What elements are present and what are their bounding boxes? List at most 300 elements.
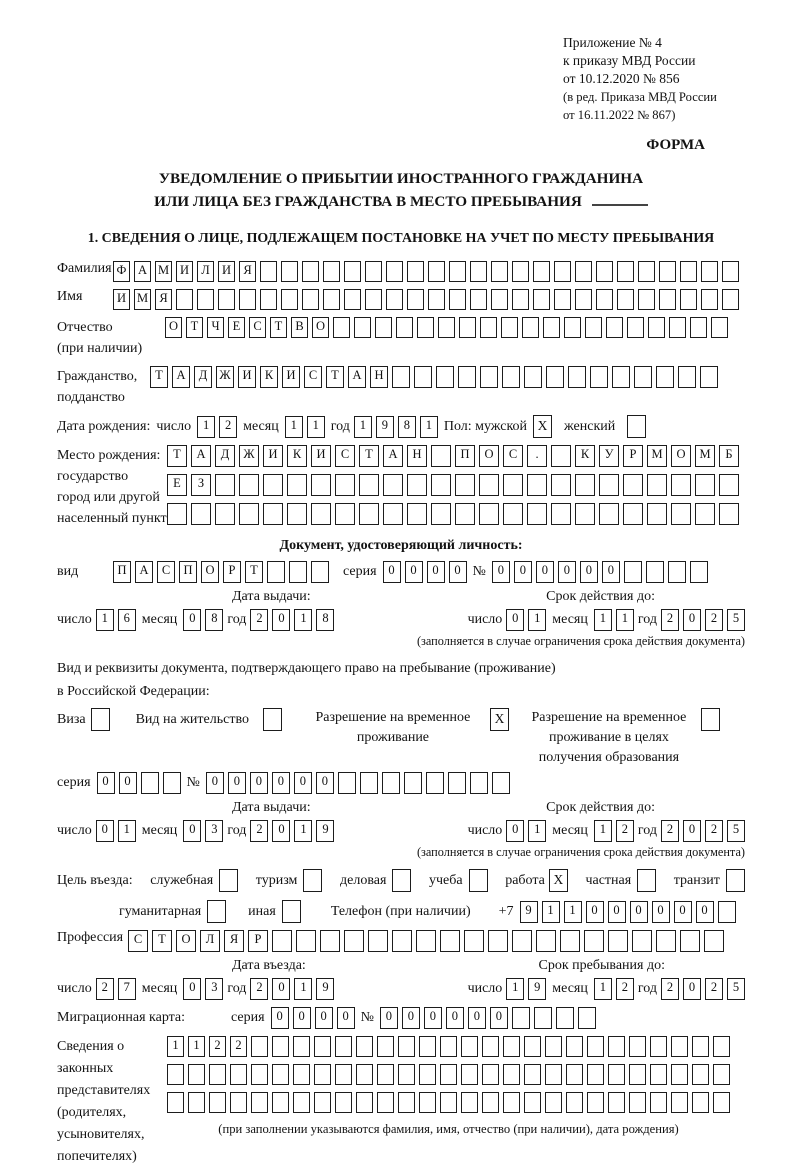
- char-box[interactable]: [218, 289, 235, 310]
- char-box[interactable]: [656, 930, 676, 952]
- char-box[interactable]: 1: [616, 609, 634, 631]
- char-box[interactable]: [648, 317, 665, 338]
- char-box[interactable]: [272, 1092, 289, 1113]
- char-box[interactable]: [587, 1036, 604, 1057]
- char-box[interactable]: О: [201, 561, 219, 583]
- char-box[interactable]: [608, 1064, 625, 1085]
- char-box[interactable]: [587, 1064, 604, 1085]
- char-box[interactable]: 2: [705, 609, 723, 631]
- char-box[interactable]: [440, 1064, 457, 1085]
- char-box[interactable]: [251, 1092, 268, 1113]
- char-box[interactable]: Н: [407, 445, 427, 467]
- char-box[interactable]: [263, 503, 283, 525]
- char-box[interactable]: [419, 1092, 436, 1113]
- char-box[interactable]: [566, 1064, 583, 1085]
- char-box[interactable]: И: [176, 261, 193, 282]
- char-box[interactable]: 1: [188, 1036, 205, 1057]
- char-box[interactable]: [624, 561, 642, 583]
- char-box[interactable]: [701, 289, 718, 310]
- char-box[interactable]: 0: [490, 1007, 508, 1029]
- char-box[interactable]: [469, 869, 488, 892]
- char-box[interactable]: [356, 1064, 373, 1085]
- char-box[interactable]: [566, 1036, 583, 1057]
- char-box[interactable]: [281, 261, 298, 282]
- char-box[interactable]: А: [134, 261, 151, 282]
- char-box[interactable]: [386, 289, 403, 310]
- char-box[interactable]: 0: [683, 978, 701, 1000]
- char-box[interactable]: Р: [623, 445, 643, 467]
- char-box[interactable]: 2: [250, 820, 268, 842]
- char-box[interactable]: [303, 869, 322, 892]
- char-box[interactable]: [568, 366, 586, 388]
- char-box[interactable]: [260, 289, 277, 310]
- char-box[interactable]: 1: [542, 901, 560, 923]
- char-box[interactable]: [669, 317, 686, 338]
- char-box[interactable]: 0: [558, 561, 576, 583]
- char-box[interactable]: 2: [250, 609, 268, 631]
- char-box[interactable]: [335, 474, 355, 496]
- char-box[interactable]: 0: [294, 772, 312, 794]
- char-box[interactable]: 0: [228, 772, 246, 794]
- char-box[interactable]: [344, 930, 364, 952]
- char-box[interactable]: 0: [630, 901, 648, 923]
- char-box[interactable]: 7: [118, 978, 136, 1000]
- char-box[interactable]: [207, 900, 226, 923]
- char-box[interactable]: [392, 930, 412, 952]
- char-box[interactable]: 0: [402, 1007, 420, 1029]
- char-box[interactable]: [545, 1036, 562, 1057]
- char-box[interactable]: Ж: [239, 445, 259, 467]
- char-box[interactable]: [323, 261, 340, 282]
- char-box[interactable]: 0: [272, 609, 290, 631]
- char-box[interactable]: [448, 772, 466, 794]
- char-box[interactable]: К: [575, 445, 595, 467]
- char-box[interactable]: И: [238, 366, 256, 388]
- char-box[interactable]: [335, 1036, 352, 1057]
- char-box[interactable]: [407, 289, 424, 310]
- char-box[interactable]: [407, 261, 424, 282]
- char-box[interactable]: А: [348, 366, 366, 388]
- char-box[interactable]: И: [311, 445, 331, 467]
- char-box[interactable]: [377, 1064, 394, 1085]
- char-box[interactable]: 0: [683, 820, 701, 842]
- char-box[interactable]: [404, 772, 422, 794]
- char-box[interactable]: [524, 1036, 541, 1057]
- char-box[interactable]: [417, 317, 434, 338]
- char-box[interactable]: 1: [420, 416, 438, 438]
- char-box[interactable]: [464, 930, 484, 952]
- char-box[interactable]: [502, 366, 520, 388]
- char-box[interactable]: 1: [118, 820, 136, 842]
- char-box[interactable]: .: [527, 445, 547, 467]
- char-box[interactable]: [527, 474, 547, 496]
- char-box[interactable]: [503, 1036, 520, 1057]
- char-box[interactable]: И: [263, 445, 283, 467]
- char-box[interactable]: Н: [370, 366, 388, 388]
- char-box[interactable]: П: [179, 561, 197, 583]
- char-box[interactable]: [263, 708, 282, 731]
- char-box[interactable]: [470, 261, 487, 282]
- char-box[interactable]: [239, 474, 259, 496]
- char-box[interactable]: [398, 1092, 415, 1113]
- char-box[interactable]: [356, 1036, 373, 1057]
- char-box[interactable]: [692, 1036, 709, 1057]
- char-box[interactable]: [260, 261, 277, 282]
- char-box[interactable]: [671, 1064, 688, 1085]
- char-box[interactable]: [718, 901, 736, 923]
- char-box[interactable]: [534, 1007, 552, 1029]
- char-box[interactable]: [293, 1064, 310, 1085]
- char-box[interactable]: 0: [380, 1007, 398, 1029]
- char-box[interactable]: [359, 474, 379, 496]
- char-box[interactable]: [599, 503, 619, 525]
- char-box[interactable]: [215, 474, 235, 496]
- char-box[interactable]: 0: [316, 772, 334, 794]
- char-box[interactable]: [302, 261, 319, 282]
- char-box[interactable]: Р: [248, 930, 268, 952]
- char-box[interactable]: [470, 772, 488, 794]
- char-box[interactable]: [659, 261, 676, 282]
- char-box[interactable]: Т: [326, 366, 344, 388]
- char-box[interactable]: [414, 366, 432, 388]
- char-box[interactable]: [314, 1092, 331, 1113]
- char-box[interactable]: Т: [150, 366, 168, 388]
- char-box[interactable]: Е: [228, 317, 245, 338]
- char-box[interactable]: [551, 445, 571, 467]
- char-box[interactable]: [722, 289, 739, 310]
- char-box[interactable]: [503, 1064, 520, 1085]
- char-box[interactable]: [556, 1007, 574, 1029]
- char-box[interactable]: О: [312, 317, 329, 338]
- char-box[interactable]: [491, 289, 508, 310]
- char-box[interactable]: 0: [271, 1007, 289, 1029]
- char-box[interactable]: 3: [205, 978, 223, 1000]
- char-box[interactable]: [584, 930, 604, 952]
- char-box[interactable]: [512, 261, 529, 282]
- char-box[interactable]: [449, 289, 466, 310]
- char-box[interactable]: 0: [446, 1007, 464, 1029]
- char-box[interactable]: [293, 1036, 310, 1057]
- char-box[interactable]: [596, 289, 613, 310]
- char-box[interactable]: [251, 1064, 268, 1085]
- char-box[interactable]: [263, 474, 283, 496]
- char-box[interactable]: [536, 930, 556, 952]
- char-box[interactable]: [491, 261, 508, 282]
- char-box[interactable]: [596, 261, 613, 282]
- char-box[interactable]: 0: [514, 561, 532, 583]
- char-box[interactable]: [359, 503, 379, 525]
- char-box[interactable]: [323, 289, 340, 310]
- char-box[interactable]: 1: [528, 820, 546, 842]
- char-box[interactable]: 2: [219, 416, 237, 438]
- char-box[interactable]: 2: [96, 978, 114, 1000]
- char-box[interactable]: [398, 1036, 415, 1057]
- char-box[interactable]: [671, 1092, 688, 1113]
- char-box[interactable]: [608, 930, 628, 952]
- char-box[interactable]: [289, 561, 307, 583]
- char-box[interactable]: [209, 1092, 226, 1113]
- char-box[interactable]: [230, 1092, 247, 1113]
- char-box[interactable]: 1: [167, 1036, 184, 1057]
- char-box[interactable]: [704, 930, 724, 952]
- char-box[interactable]: [176, 289, 193, 310]
- char-box[interactable]: 1: [594, 609, 612, 631]
- char-box[interactable]: [167, 503, 187, 525]
- char-box[interactable]: [461, 1064, 478, 1085]
- char-box[interactable]: 1: [506, 978, 524, 1000]
- char-box[interactable]: [668, 561, 686, 583]
- char-box[interactable]: [431, 445, 451, 467]
- char-box[interactable]: 1: [307, 416, 325, 438]
- char-box[interactable]: 0: [97, 772, 115, 794]
- char-box[interactable]: [272, 930, 292, 952]
- char-box[interactable]: 0: [272, 978, 290, 1000]
- char-box[interactable]: [575, 503, 595, 525]
- char-box[interactable]: 9: [316, 820, 334, 842]
- char-box[interactable]: [701, 708, 720, 731]
- char-box[interactable]: [365, 261, 382, 282]
- char-box[interactable]: Я: [155, 289, 172, 310]
- char-box[interactable]: [671, 1036, 688, 1057]
- char-box[interactable]: [458, 366, 476, 388]
- char-box[interactable]: X: [490, 708, 509, 731]
- char-box[interactable]: И: [113, 289, 130, 310]
- char-box[interactable]: 0: [96, 820, 114, 842]
- char-box[interactable]: [455, 503, 475, 525]
- char-box[interactable]: [428, 289, 445, 310]
- char-box[interactable]: М: [155, 261, 172, 282]
- char-box[interactable]: [461, 1036, 478, 1057]
- char-box[interactable]: [671, 503, 691, 525]
- char-box[interactable]: 2: [661, 978, 679, 1000]
- char-box[interactable]: 2: [661, 609, 679, 631]
- char-box[interactable]: [608, 1092, 625, 1113]
- char-box[interactable]: [680, 289, 697, 310]
- char-box[interactable]: [627, 317, 644, 338]
- char-box[interactable]: [551, 503, 571, 525]
- char-box[interactable]: [647, 474, 667, 496]
- char-box[interactable]: 1: [294, 609, 312, 631]
- char-box[interactable]: А: [135, 561, 153, 583]
- char-box[interactable]: Т: [186, 317, 203, 338]
- char-box[interactable]: [282, 900, 301, 923]
- char-box[interactable]: [431, 503, 451, 525]
- char-box[interactable]: [647, 503, 667, 525]
- char-box[interactable]: Е: [167, 474, 187, 496]
- char-box[interactable]: 9: [528, 978, 546, 1000]
- char-box[interactable]: О: [165, 317, 182, 338]
- char-box[interactable]: [503, 474, 523, 496]
- char-box[interactable]: 1: [294, 978, 312, 1000]
- char-box[interactable]: 0: [315, 1007, 333, 1029]
- char-box[interactable]: С: [128, 930, 148, 952]
- char-box[interactable]: [141, 772, 159, 794]
- char-box[interactable]: [719, 474, 739, 496]
- char-box[interactable]: [575, 289, 592, 310]
- char-box[interactable]: [617, 289, 634, 310]
- char-box[interactable]: [512, 930, 532, 952]
- char-box[interactable]: 2: [209, 1036, 226, 1057]
- char-box[interactable]: [492, 772, 510, 794]
- char-box[interactable]: [163, 772, 181, 794]
- char-box[interactable]: И: [218, 261, 235, 282]
- char-box[interactable]: С: [249, 317, 266, 338]
- char-box[interactable]: [629, 1036, 646, 1057]
- char-box[interactable]: [287, 503, 307, 525]
- char-box[interactable]: [671, 474, 691, 496]
- char-box[interactable]: 2: [616, 820, 634, 842]
- char-box[interactable]: [564, 317, 581, 338]
- char-box[interactable]: [606, 317, 623, 338]
- char-box[interactable]: 5: [727, 978, 745, 1000]
- char-box[interactable]: [398, 1064, 415, 1085]
- char-box[interactable]: [440, 930, 460, 952]
- char-box[interactable]: И: [282, 366, 300, 388]
- char-box[interactable]: [191, 503, 211, 525]
- char-box[interactable]: [354, 317, 371, 338]
- char-box[interactable]: [512, 289, 529, 310]
- char-box[interactable]: [524, 366, 542, 388]
- char-box[interactable]: [375, 317, 392, 338]
- char-box[interactable]: [197, 289, 214, 310]
- char-box[interactable]: [701, 261, 718, 282]
- char-box[interactable]: [188, 1092, 205, 1113]
- char-box[interactable]: [382, 772, 400, 794]
- char-box[interactable]: [545, 1064, 562, 1085]
- char-box[interactable]: [599, 474, 619, 496]
- char-box[interactable]: 0: [506, 820, 524, 842]
- char-box[interactable]: Ф: [113, 261, 130, 282]
- char-box[interactable]: [560, 930, 580, 952]
- char-box[interactable]: [638, 261, 655, 282]
- char-box[interactable]: [711, 317, 728, 338]
- char-box[interactable]: [646, 561, 664, 583]
- char-box[interactable]: [650, 1036, 667, 1057]
- char-box[interactable]: [461, 1092, 478, 1113]
- char-box[interactable]: 0: [427, 561, 445, 583]
- char-box[interactable]: [695, 474, 715, 496]
- char-box[interactable]: П: [455, 445, 475, 467]
- char-box[interactable]: [91, 708, 110, 731]
- char-box[interactable]: [479, 503, 499, 525]
- char-box[interactable]: [296, 930, 316, 952]
- char-box[interactable]: [680, 930, 700, 952]
- char-box[interactable]: [554, 289, 571, 310]
- char-box[interactable]: 0: [250, 772, 268, 794]
- char-box[interactable]: [482, 1036, 499, 1057]
- char-box[interactable]: [335, 1092, 352, 1113]
- char-box[interactable]: [678, 366, 696, 388]
- char-box[interactable]: 0: [293, 1007, 311, 1029]
- char-box[interactable]: [690, 561, 708, 583]
- char-box[interactable]: 0: [449, 561, 467, 583]
- char-box[interactable]: [590, 366, 608, 388]
- char-box[interactable]: Т: [270, 317, 287, 338]
- char-box[interactable]: Р: [223, 561, 241, 583]
- char-box[interactable]: 0: [580, 561, 598, 583]
- char-box[interactable]: В: [291, 317, 308, 338]
- char-box[interactable]: Т: [167, 445, 187, 467]
- char-box[interactable]: [482, 1092, 499, 1113]
- char-box[interactable]: 0: [586, 901, 604, 923]
- char-box[interactable]: [512, 1007, 530, 1029]
- char-box[interactable]: М: [134, 289, 151, 310]
- char-box[interactable]: [713, 1092, 730, 1113]
- char-box[interactable]: [314, 1036, 331, 1057]
- char-box[interactable]: 0: [183, 609, 201, 631]
- char-box[interactable]: [311, 503, 331, 525]
- char-box[interactable]: 2: [705, 820, 723, 842]
- char-box[interactable]: X: [533, 415, 552, 438]
- char-box[interactable]: 2: [230, 1036, 247, 1057]
- char-box[interactable]: [634, 366, 652, 388]
- char-box[interactable]: [650, 1092, 667, 1113]
- char-box[interactable]: 8: [205, 609, 223, 631]
- char-box[interactable]: 0: [506, 609, 524, 631]
- char-box[interactable]: [440, 1092, 457, 1113]
- char-box[interactable]: 2: [661, 820, 679, 842]
- char-box[interactable]: [501, 317, 518, 338]
- char-box[interactable]: 2: [616, 978, 634, 1000]
- char-box[interactable]: 1: [564, 901, 582, 923]
- char-box[interactable]: 1: [285, 416, 303, 438]
- char-box[interactable]: [455, 474, 475, 496]
- char-box[interactable]: 0: [206, 772, 224, 794]
- char-box[interactable]: 2: [705, 978, 723, 1000]
- char-box[interactable]: [383, 503, 403, 525]
- char-box[interactable]: [287, 474, 307, 496]
- char-box[interactable]: [368, 930, 388, 952]
- char-box[interactable]: С: [503, 445, 523, 467]
- char-box[interactable]: [419, 1036, 436, 1057]
- char-box[interactable]: [713, 1064, 730, 1085]
- char-box[interactable]: [407, 503, 427, 525]
- char-box[interactable]: [239, 289, 256, 310]
- char-box[interactable]: [267, 561, 285, 583]
- char-box[interactable]: З: [191, 474, 211, 496]
- char-box[interactable]: [333, 317, 350, 338]
- char-box[interactable]: 2: [250, 978, 268, 1000]
- char-box[interactable]: [377, 1036, 394, 1057]
- char-box[interactable]: [314, 1064, 331, 1085]
- char-box[interactable]: 0: [492, 561, 510, 583]
- char-box[interactable]: [575, 474, 595, 496]
- char-box[interactable]: К: [287, 445, 307, 467]
- char-box[interactable]: X: [549, 869, 568, 892]
- char-box[interactable]: Ч: [207, 317, 224, 338]
- char-box[interactable]: А: [172, 366, 190, 388]
- char-box[interactable]: [503, 1092, 520, 1113]
- char-box[interactable]: [470, 289, 487, 310]
- char-box[interactable]: [335, 503, 355, 525]
- char-box[interactable]: [566, 1092, 583, 1113]
- char-box[interactable]: [436, 366, 454, 388]
- char-box[interactable]: 5: [727, 609, 745, 631]
- char-box[interactable]: Т: [152, 930, 172, 952]
- char-box[interactable]: [386, 261, 403, 282]
- char-box[interactable]: [482, 1064, 499, 1085]
- char-box[interactable]: [419, 1064, 436, 1085]
- char-box[interactable]: 1: [354, 416, 372, 438]
- char-box[interactable]: [272, 1036, 289, 1057]
- char-box[interactable]: О: [479, 445, 499, 467]
- char-box[interactable]: 0: [405, 561, 423, 583]
- char-box[interactable]: [438, 317, 455, 338]
- char-box[interactable]: К: [260, 366, 278, 388]
- char-box[interactable]: 1: [294, 820, 312, 842]
- char-box[interactable]: Д: [194, 366, 212, 388]
- char-box[interactable]: 9: [316, 978, 334, 1000]
